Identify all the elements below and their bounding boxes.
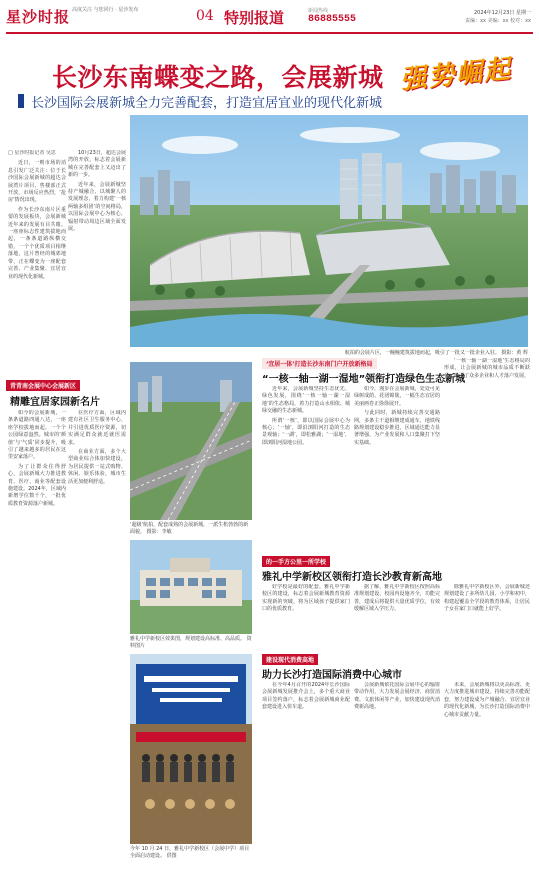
paragraph: 如今，漫步在会展新城，处处可见绿树成荫、花团锦簇，一幅生态宜居的美丽画卷正徐徐展开。 [354,386,440,407]
issue-date: 2024年12月23日 星期一 [473,10,531,16]
paragraph: 作为长沙东南片区重要的发展板块，会展新城近年来的发展有目共睹。一座座标志性建筑拔地而起，一条条道路纵横交错，一个个优质项目相继落地，这片曾经的城郊地带，正在蝶变为一座配套完善、产业集聚、宜居宜业的现代化新城。 [8,206,66,280]
school-photo-caption: 雅礼中学新校区效果图，规划建设高标准、高品质。 资料图片 [130,636,252,649]
paragraph: 近年来，会展新城坚持产城融合、以城聚人的发展理念，着力构建‘一核两轴多组团’的空间格局，以国际会展中心为核心，辐射带动周边区域全面发展。 [68,181,126,233]
right-article-col-2 [354,386,440,556]
highway-illustration [130,362,252,520]
middle-article-col-1 [262,584,350,650]
left-article-column [8,150,66,372]
middle-article-kicker: 的一手方公里一所学校 [262,556,330,567]
middle-article-title: 雅礼中学新校区领衔打造长沙教育新高地 [262,572,442,583]
section-title: 特别报道 [224,9,285,27]
right-article-col-1 [262,386,350,556]
main-aerial-photo [130,115,528,347]
headline-area [0,50,539,110]
masthead [0,0,539,36]
byline: □ 星沙时报记者 吴思 [8,150,56,156]
middle-article-col-3 [444,584,530,650]
paragraph: 在商业方面，多个大型商业综合体加快建设，为居民提供一站式购物、休闲、娱乐体验，城市生活更加便利舒适。 [68,449,126,485]
paragraph: 所谓‘一核’，即以国际会展中心为核心；‘一轴’，即沿浏阳河打造的生态景观轴；‘一湖’，即松雅湖；‘一湿地’，即浏阳河湿地公园。 [262,417,350,446]
side-section-label: 青青南会展中心会展新区 [6,380,80,391]
side-column-2 [68,410,126,862]
bottom-article-col-1 [262,682,350,862]
side-column-1 [8,410,66,862]
right-article-title: “一核一轴一湖一湿地”领衔打造绿色生态新城 [262,374,466,385]
paragraph: ‘一核一轴一湖一湿地’生态格局的形成，让会展新城的城市品质不断跃升，吸引了众多企业和人才落户发展。 [444,358,530,379]
headline-accent: 强势崛起 [399,54,514,96]
brand-slogan: 高度关注 与您同行 · 星沙发布 [72,7,139,13]
paragraph: 与此同时，新城持续完善交通路网，多条主干道相继建成通车，地铁线路规划建设稳步推进，区域通达能力显著增强，为产业发展和人口集聚打下坚实基础。 [354,410,440,446]
paragraph: 近日，一则市场的消息引发广泛关注：位于长沙国际会展新城的超达会展湾片项目，售楼部正式开放，市场反应热烈，‘抢房’情况出现。 [8,160,66,204]
paragraph: 在今年4月召开的2024年长沙国际会展新城发展推介会上，多个重大商业项目签约落户，标志着会展新城商业配套建设进入快车道。 [262,682,350,711]
bottom-article-kicker: 建设现代消费高地 [262,654,318,665]
hotline-number: 86885555 [308,14,357,25]
paragraph: 近年来，会展新城坚持生态优先、绿色发展，围绕‘一核一轴一湖一湿地’的生态格局，着力打造山水相依、城绿交融的生态新城。 [262,386,350,415]
bottom-article-title: 助力长沙打造国际消费中心城市 [262,670,402,681]
groundbreaking-caption: 今年 10 月 24 日，雅礼中学新校区（会展中学）项目全面启动建设。 供图 [130,846,250,859]
paragraph: 在医疗方面，区域内建有社区卫生服务中心，并引进优质医疗资源，切实满足群众就近就医需求。 [68,410,126,446]
paragraph: 除雅礼中学新校区外，会展新城还规划建设了多所幼儿园、小学和初中，构建起覆盖全学段的教育体系，让居民子女在家门口就能上好学。 [444,584,530,613]
highway-photo-caption: ‘超级’航拍，配套成熟的会展新城，一派生机勃勃的新面貌。 摄影：李敏 [130,522,249,535]
paragraph: 据了解，雅礼中学新校区按照高标准规划建设，校园内设施齐全，功能完善，建成后将提供大量优质学位，有效缓解区域入学压力。 [354,584,440,613]
bottom-article-col-3 [444,682,530,862]
paragraph: 会展新城依托国际会展中心的辐射带动作用，大力发展会展经济、商贸消费、文旅休闲等产业，加快建设现代消费新高地。 [354,682,440,711]
newspaper-brand: 星沙时报 [6,8,71,26]
right-article-kicker: ‘宜居一体’打造长沙东南门户开放新格局 [262,358,377,369]
school-building-illustration [130,540,252,634]
left-article-column-2 [68,150,126,372]
paragraph: 为了让群众住得舒心，会展新城大力推进教育、医疗、商业等配套设施建设。2024年，区域内新增学位数千个，一批优质教育资源落户新城。 [8,463,66,507]
highway-photo [130,362,252,520]
editors-credit: 责编：xx 美编：xx 校对：xx [465,18,531,24]
side-section-title: 精雕宜居家园新名片 [10,397,100,408]
subhead-bar [18,94,24,108]
aerial-city-illustration [130,115,528,347]
main-headline: 长沙东南蝶变之路，会展新城 [52,63,384,92]
paragraph: 未来，会展新城将以更高标准、更大力度推进城市建设，持续完善功能配套，努力建设成为产城融合、宜居宜业的现代化新城，为长沙打造国际消费中心城市贡献力量。 [444,682,530,718]
paragraph: 10月23日，超达会展湾的开放，标志着会展新城在完善配套上又迈出了新的一步。 [68,150,126,179]
groundbreaking-photo [130,654,252,844]
bottom-article-col-2 [354,682,440,862]
school-building-photo [130,540,252,634]
page-number: 04 [196,8,214,24]
hotline-label: 新闻热线 [308,8,329,14]
ceremony-illustration [130,654,252,844]
middle-article-col-2 [354,584,440,650]
subheadline: 长沙国际会展新城全力完善配套，打造宜居宜业的现代化新城 [31,96,383,111]
main-photo-caption: 航拍的会展片区，一幢幢建筑拔地而起，吸引了一批又一批企业入驻。 摄影：黄 辉 [344,350,528,356]
paragraph: 如今的会展新城，一条条道路四通八达，一座座学校拔地而起，一个个公园绿意盎然。城市的‘颜值’与‘气质’同步提升，吸引了越来越多的居民在这里安家落户。 [8,410,66,461]
masthead-rule [6,32,533,34]
paragraph: 好学校是最好的配套。雅礼中学新校区的建设，标志着会展新城教育资源实现新的突破，将为区域孩子提供家门口的优质教育。 [262,584,350,613]
right-article-col-3 [444,358,530,556]
